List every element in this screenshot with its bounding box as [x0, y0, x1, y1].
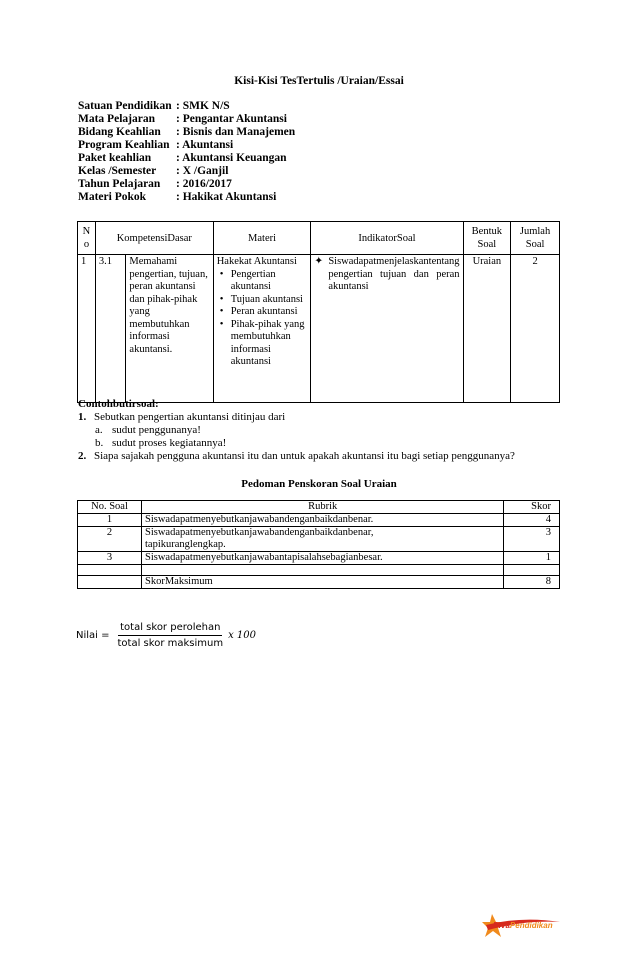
cell-skor: 3: [504, 527, 560, 552]
question-1a: [78, 424, 578, 437]
cell-rubrik: Siswadapatmenyebutkanjawabantapisalahsebagianbesar.: [142, 552, 504, 565]
info-row: [78, 165, 295, 178]
info-value: : Hakikat Akuntansi: [176, 191, 277, 203]
table-row: [78, 552, 560, 565]
info-value: : Pengantar Akuntansi: [176, 113, 287, 125]
info-label: Kelas /Semester: [78, 165, 157, 177]
info-value: : SMK N/S: [176, 100, 230, 112]
info-label: Satuan Pendidikan: [78, 100, 172, 112]
info-label: Paket keahlian: [78, 152, 152, 164]
info-row: [78, 178, 295, 191]
contoh-heading: Contohbutirsoal:: [78, 398, 159, 410]
table-row-empty: [78, 565, 560, 576]
cell-no-soal: 3: [78, 552, 142, 565]
list-item: • Peran akuntansi: [231, 306, 308, 319]
formula-label: Nilai =: [76, 630, 110, 641]
info-row: [78, 100, 295, 113]
contoh-butir-soal: [78, 398, 578, 463]
formula-multiplier: x 100: [228, 630, 256, 641]
nilai-formula: [76, 622, 256, 649]
sub-text: sudut penggunanya!: [112, 424, 201, 436]
header-bentuk-soal: Bentuk Soal: [463, 222, 511, 255]
info-row: [78, 191, 295, 204]
cell-skor: 1: [504, 552, 560, 565]
info-row: [78, 139, 295, 152]
header-indikator-soal: IndikatorSoal: [311, 222, 463, 255]
table-header-row: [78, 222, 560, 255]
table-row: [78, 514, 560, 527]
info-row: [78, 113, 295, 126]
table-row: [78, 527, 560, 552]
cell-rubrik: Siswadapatmenyebutkanjawabandenganbaikdanbenar, tapikuranglengkap.: [142, 527, 504, 552]
question-text: Siapa sajakah pengguna akuntansi itu dan untuk apakah akuntansi itu bagi setiap penggunanya?: [94, 450, 515, 462]
star-bullet-icon: ✦: [314, 256, 324, 267]
sub-text: sudut proses kegiatannya!: [112, 437, 227, 449]
cell-indikator: [311, 255, 463, 403]
logo-text: DivaPendidikan: [493, 921, 553, 930]
pedoman-title: Pedoman Penskoran Soal Uraian: [241, 478, 397, 490]
cell-rubrik: Siswadapatmenyebutkanjawabandenganbaikdanbenar.: [142, 514, 504, 527]
info-row: [78, 152, 295, 165]
info-value: : X /Ganjil: [176, 165, 229, 177]
indikator-item: [314, 256, 459, 294]
cell-kd-number: 3.1: [95, 255, 126, 403]
formula-numerator: total skor perolehan: [118, 622, 222, 636]
sub-letter: a.: [95, 424, 103, 436]
cell-total-label: SkorMaksimum: [142, 576, 504, 589]
question-1: [78, 411, 578, 424]
header-no-soal: No. Soal: [78, 501, 142, 514]
info-block: [78, 100, 295, 204]
info-label: Bidang Keahlian: [78, 126, 161, 138]
list-item: • Pihak-pihak yang membutuhkan informasi akuntansi: [231, 319, 308, 369]
info-row: [78, 126, 295, 139]
header-materi: Materi: [213, 222, 311, 255]
cell-no: 1: [78, 255, 96, 403]
question-number: 1.: [78, 411, 87, 423]
header-rubrik: Rubrik: [142, 501, 504, 514]
info-label: Materi Pokok: [78, 191, 147, 203]
cell-total-value: 8: [504, 576, 560, 589]
cell-no-soal: 2: [78, 527, 142, 552]
info-value: : Akuntansi Keuangan: [176, 152, 287, 164]
info-label: Tahun Pelajaran: [78, 178, 161, 190]
header-no: N o: [78, 222, 96, 255]
list-item: • Pengertian akuntansi: [231, 269, 308, 294]
table-header-row: [78, 501, 560, 514]
indikator-text: Siswadapatmenjelaskantentang pengertian tujuan dan peran akuntansi: [328, 256, 460, 292]
formula-denominator: total skor maksimum: [117, 638, 224, 649]
question-text: Sebutkan pengertian akuntansi ditinjau dari: [94, 411, 286, 423]
question-1b: [78, 437, 578, 450]
sub-letter: b.: [95, 437, 104, 449]
info-label: Mata Pelajaran: [78, 113, 155, 125]
question-2: [78, 450, 578, 463]
cell-bentuk: Uraian: [463, 255, 511, 403]
kisi-kisi-table: [77, 221, 560, 403]
cell-kd-text: Memahami pengertian, tujuan, peran akuntansi dan pihak-pihak yang membutuhkan informasi akuntansi.: [126, 255, 213, 403]
materi-list: [217, 269, 308, 369]
header-skor: Skor: [504, 501, 560, 514]
info-value: : 2016/2017: [176, 178, 232, 190]
info-value: : Akuntansi: [176, 139, 234, 151]
list-item: • Tujuan akuntansi: [231, 294, 308, 307]
header-kompetensi-dasar: KompetensiDasar: [95, 222, 213, 255]
cell-skor: 4: [504, 514, 560, 527]
header-jumlah-soal: Jumlah Soal: [511, 222, 560, 255]
table-row: [78, 255, 560, 403]
table-row-total: [78, 576, 560, 589]
info-value: : Bisnis dan Manajemen: [176, 126, 296, 138]
document-title: Kisi-Kisi TesTertulis /Uraian/Essai: [234, 75, 404, 87]
formula-fraction: [116, 622, 226, 649]
cell-jumlah: 2: [511, 255, 560, 403]
cell-materi: [213, 255, 311, 403]
rubrik-table: [77, 500, 560, 589]
diva-pendidikan-logo: [482, 910, 562, 942]
question-number: 2.: [78, 450, 87, 462]
cell-no-soal: 1: [78, 514, 142, 527]
info-label: Program Keahlian: [78, 139, 170, 151]
materi-title: Hakekat Akuntansi: [216, 256, 297, 267]
